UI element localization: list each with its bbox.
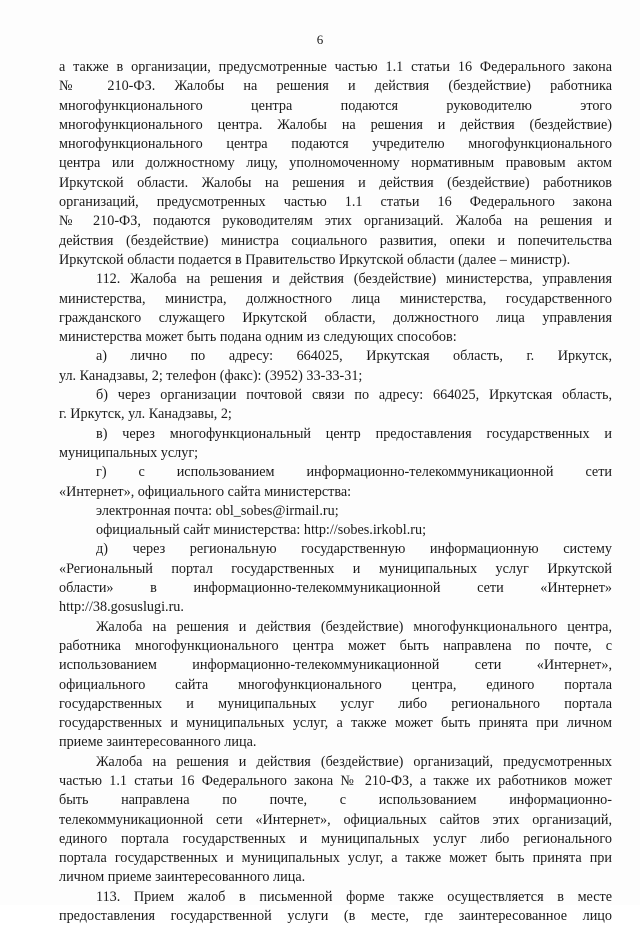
text-line: центра или должностному лицу, уполномоченному нормативным правовым актом bbox=[59, 155, 612, 172]
text-line: б) через организации почтовой связи по адресу: 664025, Иркутская область, bbox=[96, 387, 612, 404]
text-line: предоставления государственной услуги (в месте, где заинтересованное лицо bbox=[59, 908, 612, 925]
text-line: «Региональный портал государственных и муниципальных услуг Иркутской bbox=[59, 560, 612, 577]
text-line: № 210-ФЗ, подаются руководителям этих организаций. Жалоба на решения и bbox=[59, 213, 612, 230]
text-line: телекоммуникационной сети «Интернет», официальных сайтов этих организаций, bbox=[59, 811, 612, 828]
text-line: государственных и муниципальных услуг либо регионального портала bbox=[59, 695, 612, 712]
text-line: «Интернет», официального сайта министерства: bbox=[59, 483, 352, 500]
text-line: № 210-ФЗ. Жалобы на решения и действия (бездействие) работника bbox=[59, 78, 612, 95]
text-line: http://38.gosuslugi.ru. bbox=[59, 599, 184, 616]
text-line: Иркутской области подается в Правительство Иркутской области (далее – министр). bbox=[59, 251, 571, 268]
text-line: в) через многофункциональный центр предоставления государственных и bbox=[96, 425, 612, 442]
text-line: министерства, министра, должностного лица министерства, государственного bbox=[59, 290, 612, 307]
text-line: государственных и муниципальных услуг, а также может быть принята при личном bbox=[59, 715, 612, 732]
text-line: многофункционального центра подаются руководителю этого bbox=[59, 97, 612, 114]
text-line: личном приеме заинтересованного лица. bbox=[59, 869, 306, 886]
text-line: портала государственных и муниципальных услуг, а также может быть принята при bbox=[59, 850, 612, 867]
text-line: частью 1.1 статьи 16 Федерального закона № 210-ФЗ, а также их работников может bbox=[59, 772, 612, 789]
text-line: д) через региональную государственную информационную систему bbox=[96, 541, 612, 558]
page-number: 6 bbox=[316, 32, 324, 47]
text-line: а) лично по адресу: 664025, Иркутская область, г. Иркутск, bbox=[96, 348, 612, 365]
text-line: использованием информационно-телекоммуникационной сети «Интернет», bbox=[59, 657, 612, 674]
text-line: гражданского служащего Иркутской области, должностного лица управления bbox=[59, 309, 612, 326]
document-body bbox=[59, 58, 612, 926]
text-line: муниципальных услуг; bbox=[59, 444, 199, 461]
text-line: многофункционального центра подаются учредителю многофункционального bbox=[59, 136, 612, 153]
text-line: Жалоба на решения и действия (бездействие) организаций, предусмотренных bbox=[96, 753, 612, 770]
text-line: действия (бездействие) министра социального развития, опеки и попечительства bbox=[59, 232, 612, 249]
text-line: официального сайта многофункционального центра, единого портала bbox=[59, 676, 612, 693]
text-line: министерства может быть подана одним из следующих способов: bbox=[59, 329, 457, 346]
text-line: а также в организации, предусмотренные частью 1.1 статьи 16 Федерального закона bbox=[59, 59, 612, 75]
text-line: официальный сайт министерства: http://sobes.irkobl.ru; bbox=[96, 522, 427, 539]
text-line: Иркутской области. Жалобы на решения и действия (бездействие) работников bbox=[59, 174, 612, 191]
text-line: области» в информационно-телекоммуникационной сети «Интернет» bbox=[59, 580, 612, 597]
text-line: многофункционального центра. Жалобы на решения и действия (бездействие) bbox=[59, 116, 612, 133]
text-line: г. Иркутск, ул. Канадзавы, 2; bbox=[59, 406, 232, 423]
text-line: Жалоба на решения и действия (бездействие) многофункционального центра, bbox=[96, 618, 612, 635]
text-line: 112. Жалоба на решения и действия (бездействие) министерства, управления bbox=[96, 271, 612, 288]
text-line: ул. Канадзавы, 2; телефон (факс): (3952) 33-33-31; bbox=[59, 367, 363, 384]
text-line: 113. Прием жалоб в письменной форме также осуществляется в месте bbox=[96, 888, 612, 905]
text-line: работника многофункционального центра может быть направлена по почте, с bbox=[59, 637, 612, 654]
text-line: единого портала государственных и муниципальных услуг либо регионального bbox=[59, 830, 612, 847]
text-line: быть направлена по почте, с использованием информационно- bbox=[59, 792, 612, 809]
text-line: приеме заинтересованного лица. bbox=[59, 734, 257, 751]
text-line: организаций, предусмотренных частью 1.1 статьи 16 Федерального закона bbox=[59, 194, 612, 211]
text-line: г) с использованием информационно-телекоммуникационной сети bbox=[96, 464, 612, 481]
text-line: электронная почта: obl_sobes@irmail.ru; bbox=[96, 502, 339, 519]
